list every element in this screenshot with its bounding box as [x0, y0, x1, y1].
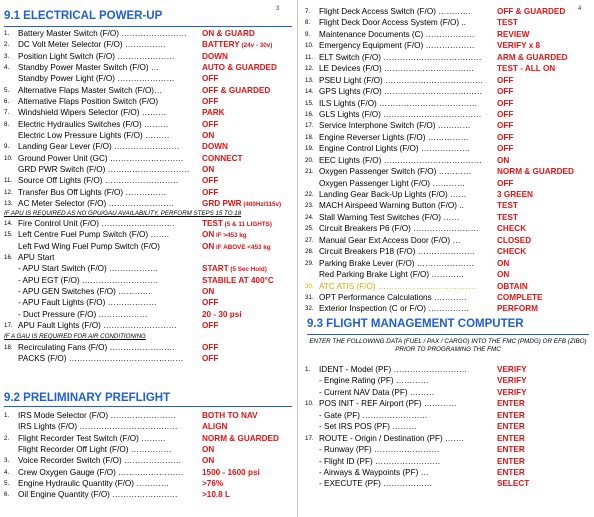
item-label: ATC ATIS (F/O) ……………………………… [319, 281, 477, 291]
checklist-row [305, 223, 591, 234]
fmc-instruction: ENTER THE FOLLOWING DATA (FUEL / PAX / CARGO) INTO THE FMC (PMDG) OR EFB (ZIBO) PRIOR TO PROGRAMING THE FMC [309, 338, 587, 353]
item-label: Red Parking Brake Light (F/O) ………… [319, 270, 465, 280]
item-label: - APU Start Switch (F/O) ……………… [18, 264, 159, 274]
item-value: VERIFY x 8 [497, 41, 541, 51]
item-number: 24. [305, 213, 314, 221]
item-value: OFF [202, 119, 219, 129]
item-label: - APU Fault Lights (F/O) ……………… [18, 298, 157, 308]
checklist-row [4, 96, 294, 107]
item-label: Oxygen Passenger Light (F/O) ………… [319, 178, 466, 188]
item-value-note: IF >453 kg [214, 232, 247, 240]
item-value: OFF [202, 97, 219, 107]
item-label: Left Fwd Wing Fuel Pump Switch (F/O) [18, 241, 160, 251]
checklist-row [305, 132, 591, 143]
item-number: 8. [4, 120, 10, 128]
checklist-row [4, 229, 294, 240]
item-value: ON [202, 456, 215, 466]
item-value: ENTER [497, 410, 525, 420]
checklist-row [4, 275, 294, 286]
item-label: Landing Gear Lever (F/O) …………………… [18, 142, 180, 152]
item-number: 1. [4, 412, 10, 419]
checklist-row [4, 218, 294, 229]
item-label: IDENT - Model (PF) ……………………… [319, 365, 468, 374]
item-label: Circuit Breakers P6 (F/O) …………………… [319, 224, 479, 234]
item-value: ON & GUARD [202, 29, 255, 38]
checklist-row [4, 39, 294, 50]
item-label: Transfer Bus Off Lights (F/O) …………… [18, 187, 167, 197]
checklist-row [4, 455, 294, 466]
item-value: OFF [202, 187, 219, 197]
checklist-row [305, 364, 591, 375]
item-value: ENTER [497, 445, 525, 455]
item-number: 9. [4, 143, 10, 151]
item-number: 27. [305, 236, 314, 244]
item-number: 13. [4, 200, 13, 208]
checklist-row [305, 63, 591, 74]
checklist-row [4, 309, 294, 320]
item-number: 22. [305, 191, 314, 198]
section-heading-electrical: 9.1 ELECTRICAL POWER-UP [4, 10, 163, 22]
item-number: 9. [305, 30, 311, 38]
item-label: ROUTE - Origin / Destination (PF) ……. [319, 433, 464, 443]
item-value: ENTER [497, 467, 525, 477]
item-number: 12. [4, 188, 13, 196]
checklist-row [4, 421, 294, 432]
item-label: AC Meter Selector (F/O) …………………… [18, 199, 175, 209]
item-value: OFF [497, 75, 514, 85]
checklist-row [4, 119, 294, 130]
checklist-row [305, 52, 591, 63]
checklist-row [4, 263, 294, 274]
item-value: STABILE AT 400°C [202, 275, 274, 285]
item-number: 32. [305, 305, 314, 313]
item-value: TEST [497, 212, 518, 222]
item-label: IRS Mode Selector (F/O) …………………… [18, 411, 176, 420]
checklist-row [4, 444, 294, 455]
item-number: 20. [305, 156, 314, 164]
item-label: - APU EGT (F/O) ………………………. [18, 275, 158, 285]
item-value-note: (5 & 11 LIGHTS) [222, 221, 272, 228]
item-label: Position Light Switch (F/O) ………………… [18, 51, 175, 61]
item-number: 16. [305, 110, 314, 118]
item-label: - Duct Pressure (F/O) ……………… [18, 309, 148, 319]
item-number: 10. [305, 400, 314, 408]
item-label: Battery Master Switch (F/O) …………………… [18, 29, 187, 38]
item-value: OFF [497, 87, 514, 97]
page-right [299, 0, 594, 517]
item-label: - Set IRS POS (PF) ……… [319, 422, 417, 432]
item-value: ON [497, 258, 510, 268]
checklist-row [4, 410, 294, 421]
item-value: TEST [497, 201, 518, 211]
item-number: 12. [305, 65, 314, 73]
item-label: Oxygen Passenger Switch (F/O) ………… [319, 167, 472, 177]
item-number: 15. [4, 231, 13, 239]
item-number: 18. [4, 344, 13, 351]
item-label: - Flight ID (PF) …………………… [319, 456, 441, 466]
item-label: Flight Recorder Off Light (F/O) …………… [18, 445, 172, 455]
item-value: PERFORM [497, 304, 538, 314]
checklist-row [4, 198, 294, 209]
checklist-row [4, 130, 294, 141]
item-number: 14. [4, 220, 13, 227]
item-label: IRS Lights (F/O) ……………………………… [18, 422, 178, 432]
item-number: 3. [4, 457, 10, 465]
item-value: AUTO & GUARDED [202, 63, 277, 73]
item-value: OFF [202, 176, 219, 186]
item-value: 3 GREEN [497, 190, 533, 199]
item-value: ON [202, 131, 215, 141]
item-number: 1. [305, 366, 311, 373]
item-value: TEST - ALL ON [497, 64, 556, 74]
checklist-row [4, 252, 294, 263]
item-value: START (5 Sec Hold) [202, 264, 267, 274]
item-value: OFF [497, 121, 514, 131]
checklist-row [305, 120, 591, 131]
item-value: PARK [202, 108, 225, 118]
item-value: >76% [202, 479, 224, 489]
item-number: 11. [4, 177, 13, 185]
checklist-row [4, 175, 294, 186]
item-value: CONNECT [202, 153, 243, 163]
checklist-row [305, 200, 591, 211]
item-number: 7. [305, 8, 311, 15]
item-value: SELECT [497, 479, 530, 489]
checklist-row [305, 212, 591, 223]
item-label: APU Start [18, 253, 55, 263]
checklist-row [305, 6, 591, 17]
item-label: PACKS (F/O) …………………………………… [18, 354, 184, 364]
checklist-row [305, 189, 591, 200]
checklist-row [305, 86, 591, 97]
item-label: Ground Power Unit (GC) ……………………… [18, 153, 184, 163]
item-value: ON IF >453 kg [202, 230, 247, 240]
item-number: 16. [4, 254, 13, 262]
checklist-row [305, 143, 591, 154]
item-label: APU Fault Lights (F/O) ……………………… [18, 321, 177, 331]
item-label: DC Volt Meter Selector (F/O) …………… [18, 40, 166, 50]
item-value: OFF [202, 343, 219, 352]
item-label: Manual Gear Ext Access Door (F/O) … [319, 235, 461, 245]
item-value-note: IF ABOVE <453 kg [214, 243, 271, 251]
item-value: ENTER [497, 456, 525, 466]
item-number: 17. [4, 322, 13, 330]
checklist-row [305, 235, 591, 246]
item-value: GRD PWR (400Hz/115v) [202, 199, 282, 209]
item-value: REVIEW [497, 29, 530, 39]
item-number: 4. [4, 468, 10, 476]
checklist-row [305, 433, 591, 444]
checklist-electrical-c [4, 342, 294, 365]
item-label: MACH Airspeed Warning Button (F/O) .. [319, 201, 464, 211]
item-number: 15. [305, 99, 314, 107]
page-divider [297, 0, 298, 517]
item-value: ENTER [497, 399, 525, 409]
checklist-row [4, 353, 294, 364]
item-value-note: (5 Sec Hold) [228, 266, 267, 274]
item-value: NORM & GUARDED [202, 433, 279, 443]
item-value: CLOSED [497, 235, 532, 245]
item-value: ON [497, 155, 510, 165]
item-number: 23. [305, 202, 314, 210]
checklist-row [4, 28, 294, 39]
checklist-preflight [4, 410, 294, 501]
checklist-row [4, 489, 294, 500]
item-label: Maintenance Documents (C) ……………… [319, 29, 475, 39]
item-label: Parking Brake Lever (F/O) ………………… [319, 258, 475, 268]
item-number: 3. [4, 52, 10, 60]
item-label: - EXECUTE (PF) ……………… [319, 479, 433, 489]
item-label: Emergency Equipment (F/O) ……………… [319, 41, 475, 51]
item-number: 19. [305, 145, 314, 153]
note-gau: IF A GAU IS REQUIRED FOR AIR CONDITIONING [4, 333, 146, 340]
item-value: OFF [202, 354, 219, 364]
checklist-row [305, 303, 591, 314]
checklist-row [305, 109, 591, 120]
item-value: 20 - 30 psi [202, 309, 242, 319]
item-number: 6. [4, 98, 10, 106]
section-heading-preflight: 9.2 PRELIMINARY PREFLIGHT [4, 392, 171, 404]
item-label: Flight Deck Door Access System (F/O) .. [319, 18, 466, 28]
item-label: - Runway (PF) …………………… [319, 445, 440, 455]
checklist-row [4, 141, 294, 152]
item-label: Alternative Flaps Master Switch (F/O)… [18, 85, 163, 95]
section-heading-fmc: 9.3 FLIGHT MANAGEMENT COMPUTER [307, 318, 524, 330]
item-value: VERIFY [497, 376, 527, 386]
item-label: Standby Power Master Switch (F/O) … [18, 63, 160, 73]
heading-rule [4, 406, 292, 407]
item-label: Alternative Flaps Position Switch (F/O) [18, 97, 159, 107]
checklist-row [4, 62, 294, 73]
checklist-row [305, 421, 591, 432]
heading-rule [4, 26, 292, 27]
item-value: ENTER [497, 422, 525, 432]
item-value: OFF [497, 132, 514, 142]
item-value: ON IF ABOVE <453 kg [202, 241, 271, 251]
item-label: LE Devices (F/O) …………………………… [319, 64, 475, 74]
item-number: 17. [305, 122, 314, 130]
item-label: Service Interphone Switch (F/O) ………… [319, 121, 471, 131]
item-label: Electric Hydraulics Switches (F/O) ……… [18, 119, 169, 129]
item-label: GPS Lights (F/O) ……………………………… [319, 87, 483, 97]
item-label: Landing Gear Back-Up Lights (F/O) …… [319, 190, 467, 199]
checklist-row [305, 178, 591, 189]
item-number: 4. [4, 64, 10, 72]
item-label: ILS Lights (F/O) ……………………………… [319, 98, 478, 108]
checklist-row [305, 456, 591, 467]
checklist-row [305, 40, 591, 51]
item-number: 2. [4, 434, 10, 442]
item-label: Standby Power Light (F/O) ………………… [18, 74, 175, 84]
item-number: 25. [305, 225, 314, 233]
item-label: Crew Oxygen Gauge (F/O) …………………… [18, 467, 184, 477]
checklist-row [305, 387, 591, 398]
item-value: >10.8 L [202, 490, 230, 500]
checklist-row [4, 85, 294, 96]
item-label: POS INIT - REF Airport (PF) ………… [319, 399, 457, 409]
checklist-row [4, 73, 294, 84]
item-number: 6. [4, 491, 10, 499]
item-value-note: (24v - 30v) [239, 42, 273, 50]
page-number-left: 3 [276, 6, 280, 12]
checklist-row [305, 155, 591, 166]
item-value: TEST (5 & 11 LIGHTS) [202, 219, 272, 228]
item-value: OFF [497, 144, 514, 154]
item-label: Flight Recorder Test Switch (F/O) ……… [18, 433, 166, 443]
checklist-row [305, 444, 591, 455]
checklist-row [305, 281, 591, 292]
item-label: OPT Performance Calculations ………… [319, 292, 467, 302]
checklist-row [4, 241, 294, 252]
item-number: 1. [4, 30, 10, 37]
checklist-electrical-b [4, 218, 294, 331]
checklist-row [4, 164, 294, 175]
checklist-row [305, 375, 591, 386]
item-label: Windshield Wipers Selector (F/O) ……… [18, 108, 167, 118]
item-label: - Airways & Waypoints (PF) … [319, 467, 429, 477]
item-value: BOTH TO NAV [202, 411, 258, 420]
item-number: 14. [305, 88, 314, 96]
item-value: ON [202, 287, 215, 297]
item-value: ON [497, 270, 510, 280]
checklist-row [305, 166, 591, 177]
item-value-note: (400Hz/115v) [241, 201, 282, 209]
item-label: Left Centre Fuel Pump Switch (F/O) ……. [18, 230, 170, 240]
item-number: 11. [305, 53, 314, 61]
item-label: - Current NAV Data (PF) ……… [319, 387, 435, 397]
checklist-row [305, 75, 591, 86]
checklist-electrical-a [4, 28, 294, 210]
item-label: Fire Control Unit (F/O) ……………………… [18, 219, 175, 228]
checklist-row [305, 410, 591, 421]
item-label: Voice Recorder Switch (F/O) ………………… [18, 456, 182, 466]
checklist-row [4, 297, 294, 308]
checklist-row [305, 98, 591, 109]
item-label: Stall Warning Test Switches (F/O) …… [319, 212, 460, 222]
checklist-row [4, 433, 294, 444]
checklist-fmc [305, 364, 591, 490]
item-value: VERIFY [497, 365, 527, 374]
checklist-row [4, 342, 294, 353]
item-label: Source Off Lights (F/O) ……………………… [18, 176, 179, 186]
item-value: BATTERY (24v - 30v) [202, 40, 273, 50]
checklist-row [4, 153, 294, 164]
item-label: - Engine Rating (PF) ………… [319, 376, 429, 386]
item-label: Recirculating Fans (F/O) …………………… [18, 343, 175, 352]
item-label: Engine Reverser Lights (F/O) …………… [319, 132, 469, 142]
item-number: 28. [305, 248, 314, 256]
item-value: NORM & GUARDED [497, 167, 574, 177]
item-label: Engine Control Lights (F/O) ……………… [319, 144, 471, 154]
item-number: 8. [305, 19, 311, 27]
item-label: Circuit Breakers P18 (F/O) ………………… [319, 247, 476, 257]
item-value: ON [202, 445, 215, 455]
item-value: CHECK [497, 247, 527, 257]
note-apu: IF APU IS REQUIRED AS NO GPU/GAU AVAILABILITY, PERFORM STEPS 15 TO 18 [4, 210, 242, 217]
checklist-row [305, 269, 591, 280]
heading-rule [307, 334, 589, 335]
checklist-row [4, 467, 294, 478]
item-value: OFF & GUARDED [202, 85, 271, 95]
item-label: Engine Hydraulic Quantity (F/O) ………… [18, 479, 170, 489]
item-number: 31. [305, 293, 314, 301]
checklist-row [305, 17, 591, 28]
item-value: VERIFY [497, 387, 527, 397]
item-value: OFF [497, 178, 514, 188]
item-label: ELT Switch (F/O) ……………………………… [319, 52, 482, 62]
item-value: OFF [202, 74, 219, 84]
item-number: 2. [4, 41, 10, 49]
checklist-row [305, 478, 591, 489]
checklist-row [4, 286, 294, 297]
checklist-row [305, 246, 591, 257]
item-value: OFF [497, 109, 514, 119]
item-number: 5. [4, 86, 10, 94]
item-label: Exterior Inspection (C or F/O) …………… [319, 304, 470, 314]
item-number: 7. [4, 109, 10, 117]
item-value: DOWN [202, 142, 228, 152]
item-value: ARM & GUARDED [497, 52, 568, 62]
item-number: 10. [305, 42, 314, 50]
item-number: 17. [305, 434, 314, 442]
item-number: 5. [4, 480, 10, 488]
item-label: GRD PWR Switch (F/O) ………………………… [18, 165, 190, 175]
checklist-row [4, 478, 294, 489]
item-label: - APU GEN Switches (F/O) ………… [18, 287, 151, 297]
checklist-row [4, 320, 294, 331]
checklist-row [305, 467, 591, 478]
checklist-row [305, 398, 591, 409]
item-value: COMPLETE [497, 292, 543, 302]
item-value: TEST [497, 18, 518, 28]
item-value: OFF [202, 321, 219, 331]
item-value: ON [202, 165, 215, 175]
item-label: Electric Low Pressure Lights (F/O) ……… [18, 131, 170, 141]
item-number: 30. [305, 282, 314, 290]
item-value: OBTAIN [497, 281, 528, 291]
item-value: 1500 - 1600 psi [202, 467, 260, 477]
checklist-row [4, 107, 294, 118]
item-number: 18. [305, 133, 314, 141]
checklist-row [305, 258, 591, 269]
item-number: 10. [4, 154, 13, 162]
item-label: Flight Deck Access Switch (F/O) ………… [319, 7, 471, 16]
item-label: - Gate (PF) …………………… [319, 410, 428, 420]
checklist-row [305, 29, 591, 40]
item-value: CHECK [497, 224, 527, 234]
item-number: 13. [305, 76, 314, 84]
item-value: OFF & GUARDED [497, 7, 566, 16]
item-number: 21. [305, 168, 314, 176]
item-value: ALIGN [202, 422, 228, 432]
item-value: ENTER [497, 433, 525, 443]
item-label: GLS Lights (F/O) ……………………………… [319, 109, 482, 119]
checklist-row [4, 51, 294, 62]
checklist-row [305, 292, 591, 303]
checklist-row [4, 187, 294, 198]
item-label: PSEU Light (F/O) ……………………………… [319, 75, 484, 85]
item-value: OFF [202, 298, 219, 308]
item-number: 29. [305, 259, 314, 267]
item-label: EEC Lights (F/O) ……………………………… [319, 155, 482, 165]
item-label: Oil Engine Quantity (F/O) …………………… [18, 490, 178, 500]
item-value: OFF [497, 98, 514, 108]
checklist-preflight-cont [305, 6, 591, 315]
item-value: DOWN [202, 51, 228, 61]
page-number-right: 4 [578, 6, 582, 12]
